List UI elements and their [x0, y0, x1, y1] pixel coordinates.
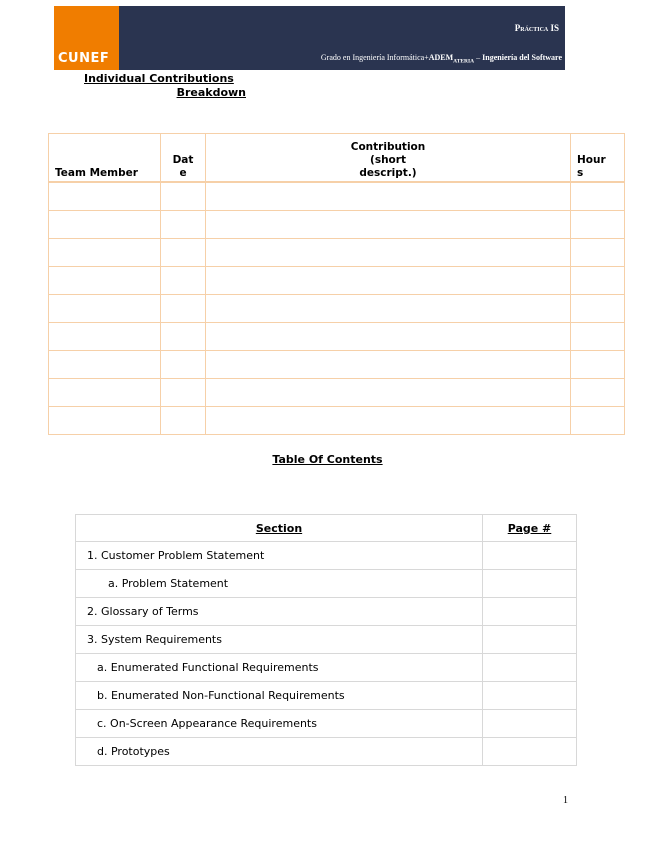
team-member-cell — [49, 379, 161, 407]
contributions-body — [49, 182, 625, 435]
hours-cell — [571, 351, 625, 379]
team-member-cell — [49, 182, 161, 211]
degree-main: ADEM — [428, 53, 454, 62]
degree-subject: Ingeniería del Software — [482, 53, 562, 62]
contribution-cell — [206, 351, 571, 379]
hours-cell — [571, 267, 625, 295]
toc-header-row — [76, 515, 577, 542]
contributions-header-row — [49, 134, 625, 183]
hours-cell — [571, 211, 625, 239]
toc-section-text: a. Enumerated Functional Requirements — [76, 654, 483, 682]
toc-row — [76, 542, 577, 570]
contribution-cell — [206, 182, 571, 211]
toc-row — [76, 682, 577, 710]
toc-section-text: b. Enumerated Non-Functional Requirements — [76, 682, 483, 710]
contribution-row — [49, 379, 625, 407]
team-member-cell — [49, 295, 161, 323]
toc-page-cell — [483, 626, 577, 654]
contribution-cell — [206, 211, 571, 239]
date-cell — [161, 351, 206, 379]
col-date: Dat e — [161, 134, 206, 183]
contribution-row — [49, 182, 625, 211]
cunef-logo — [54, 6, 119, 70]
page-number: 1 — [563, 795, 568, 806]
team-member-cell — [49, 351, 161, 379]
contribution-row — [49, 295, 625, 323]
contribution-row — [49, 323, 625, 351]
toc-page-cell — [483, 710, 577, 738]
toc-row — [76, 654, 577, 682]
toc-title: Table Of Contents — [272, 453, 383, 466]
toc-row — [76, 598, 577, 626]
contribution-row — [49, 267, 625, 295]
toc-section-text: 2. Glossary of Terms — [76, 598, 483, 626]
heading-line-1: Individual Contributions — [84, 72, 234, 85]
date-cell — [161, 182, 206, 211]
toc-section-text: a. Problem Statement — [76, 570, 483, 598]
team-member-cell — [49, 239, 161, 267]
hours-cell — [571, 379, 625, 407]
toc-section-text: d. Prototypes — [76, 738, 483, 766]
hours-cell — [571, 295, 625, 323]
toc-row — [76, 626, 577, 654]
col-contribution: Contribution (short descript.) — [206, 134, 571, 183]
heading-line-2: Breakdown — [176, 86, 246, 99]
toc-page-cell — [483, 654, 577, 682]
degree-separator: – — [474, 53, 483, 62]
degree-sub: ATERIA — [453, 58, 475, 65]
toc-row — [76, 738, 577, 766]
team-member-cell — [49, 407, 161, 435]
toc-row — [76, 570, 577, 598]
header-banner — [119, 6, 565, 70]
team-member-cell — [49, 211, 161, 239]
team-member-cell — [49, 323, 161, 351]
toc-table — [75, 514, 577, 766]
contribution-cell — [206, 323, 571, 351]
hours-cell — [571, 182, 625, 211]
team-member-cell — [49, 267, 161, 295]
date-cell — [161, 239, 206, 267]
col-team-member: Team Member — [49, 134, 161, 183]
toc-section-text: 1. Customer Problem Statement — [76, 542, 483, 570]
col-hours: Hour s — [571, 134, 625, 183]
degree-prefix: Grado en Ingeniería Informática+ — [320, 53, 429, 62]
contributions-table — [48, 133, 625, 435]
date-cell — [161, 267, 206, 295]
toc-page-cell — [483, 570, 577, 598]
toc-page-cell — [483, 598, 577, 626]
toc-row — [76, 710, 577, 738]
contribution-row — [49, 407, 625, 435]
date-cell — [161, 323, 206, 351]
contribution-cell — [206, 267, 571, 295]
date-cell — [161, 407, 206, 435]
date-cell — [161, 379, 206, 407]
toc-page-cell — [483, 682, 577, 710]
toc-header-page: Page # — [483, 515, 577, 542]
contribution-row — [49, 239, 625, 267]
course-title: Práctica IS — [514, 23, 559, 33]
hours-cell — [571, 407, 625, 435]
contribution-row — [49, 351, 625, 379]
hours-cell — [571, 239, 625, 267]
date-cell — [161, 295, 206, 323]
hours-cell — [571, 323, 625, 351]
toc-header-section: Section — [76, 515, 483, 542]
toc-page-cell — [483, 738, 577, 766]
toc-page-cell — [483, 542, 577, 570]
contribution-cell — [206, 379, 571, 407]
contribution-row — [49, 211, 625, 239]
contribution-cell — [206, 407, 571, 435]
logo-text: CUNEF — [58, 51, 110, 66]
toc-section-text: c. On-Screen Appearance Requirements — [76, 710, 483, 738]
date-cell — [161, 211, 206, 239]
contribution-cell — [206, 295, 571, 323]
toc-section-text: 3. System Requirements — [76, 626, 483, 654]
degree-line — [321, 53, 562, 65]
contributions-heading — [84, 72, 246, 100]
contribution-cell — [206, 239, 571, 267]
